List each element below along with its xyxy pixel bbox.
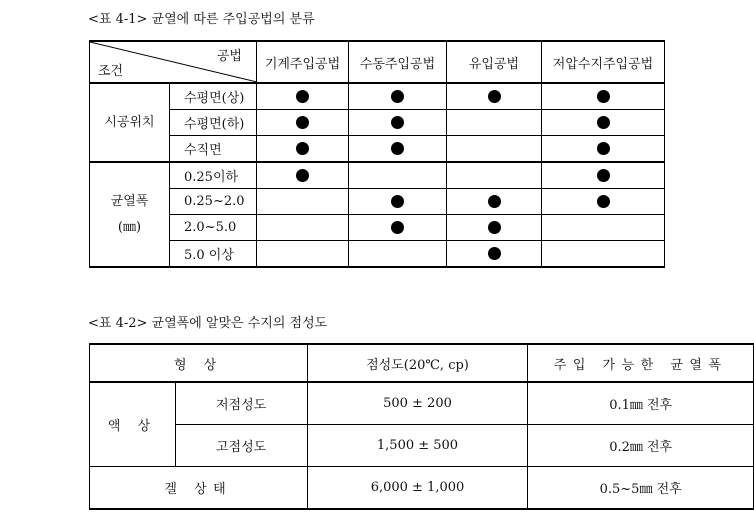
mark-cell xyxy=(257,110,349,136)
mark-cell xyxy=(349,241,447,268)
filled-dot-icon xyxy=(597,90,610,103)
filled-dot-icon xyxy=(597,142,610,155)
row-label: 0.25~2.0 xyxy=(170,189,257,215)
filled-dot-icon xyxy=(391,116,404,129)
column-header: 기계주입공법 xyxy=(257,41,349,83)
filled-dot-icon xyxy=(296,169,309,182)
filled-dot-icon xyxy=(488,195,501,208)
filled-dot-icon xyxy=(296,90,309,103)
mark-cell xyxy=(542,136,665,163)
mark-cell xyxy=(542,189,665,215)
viscosity-value: 1,500 ± 500 xyxy=(307,425,528,467)
mark-cell xyxy=(447,83,542,110)
mark-cell xyxy=(349,189,447,215)
table1-caption: <표 4-1> 균열에 따른 주입공법의 분류 xyxy=(88,12,315,27)
table-row xyxy=(90,83,665,110)
filled-dot-icon xyxy=(391,195,404,208)
row-label: 수평면(상) xyxy=(170,83,257,110)
mark-cell xyxy=(447,241,542,268)
crack-width-value: 0.2㎜ 전후 xyxy=(528,425,754,467)
group-unit: (㎜) xyxy=(117,219,142,235)
table1-header-row xyxy=(90,41,665,83)
mark-cell xyxy=(349,136,447,163)
table2-caption: <표 4-2> 균열폭에 알맞은 수지의 점성도 xyxy=(88,316,328,331)
filled-dot-icon xyxy=(391,221,404,234)
table-row xyxy=(90,189,665,215)
crack-width-value: 0.5~5㎜ 전후 xyxy=(528,467,754,510)
mark-cell xyxy=(257,241,349,268)
shape-header: 형 상 xyxy=(90,344,308,382)
row-label: 5.0 이상 xyxy=(170,241,257,268)
table-row xyxy=(90,162,665,189)
column-header: 수동주입공법 xyxy=(349,41,447,83)
filled-dot-icon xyxy=(597,169,610,182)
table-row xyxy=(90,241,665,268)
mark-cell xyxy=(542,241,665,268)
table-row xyxy=(90,467,754,510)
table-row xyxy=(90,215,665,241)
crack-width-value: 0.1㎜ 전후 xyxy=(528,382,754,425)
mark-cell xyxy=(447,136,542,163)
row-label: 수직면 xyxy=(170,136,257,163)
mark-cell xyxy=(349,162,447,189)
table-row xyxy=(90,110,665,136)
grouting-method-table xyxy=(89,40,665,268)
mark-cell xyxy=(349,83,447,110)
mark-cell xyxy=(542,162,665,189)
gel-state-label: 겔 상태 xyxy=(90,467,308,510)
table-row xyxy=(90,425,754,467)
mark-cell xyxy=(542,110,665,136)
table1-corner-cell xyxy=(90,41,257,83)
group-label-position: 시공위치 xyxy=(90,83,170,162)
resin-viscosity-table xyxy=(89,343,754,510)
mark-cell xyxy=(349,215,447,241)
column-header: 저압수지주입공법 xyxy=(542,41,665,83)
mark-cell xyxy=(257,136,349,163)
filled-dot-icon xyxy=(296,116,309,129)
mark-cell xyxy=(447,189,542,215)
mark-cell xyxy=(542,83,665,110)
mark-cell xyxy=(447,162,542,189)
crack-width-header: 주입 가능한 균열폭 xyxy=(528,344,754,382)
filled-dot-icon xyxy=(488,90,501,103)
mark-cell xyxy=(349,110,447,136)
sub-shape-label: 저점성도 xyxy=(175,382,307,425)
mark-cell xyxy=(257,162,349,189)
row-label: 수평면(하) xyxy=(170,110,257,136)
mark-cell xyxy=(257,189,349,215)
filled-dot-icon xyxy=(597,116,610,129)
mark-cell xyxy=(257,83,349,110)
mark-cell xyxy=(447,215,542,241)
mark-cell xyxy=(447,110,542,136)
group-label-crack-width xyxy=(90,162,170,267)
row-label: 2.0~5.0 xyxy=(170,215,257,241)
row-label: 0.25이하 xyxy=(170,162,257,189)
filled-dot-icon xyxy=(597,195,610,208)
table-row xyxy=(90,136,665,163)
mark-cell xyxy=(542,215,665,241)
filled-dot-icon xyxy=(391,142,404,155)
group-name: 균열폭 xyxy=(110,193,149,209)
table-row xyxy=(90,382,754,425)
filled-dot-icon xyxy=(488,221,501,234)
liquid-state-label: 액 상 xyxy=(90,382,176,467)
corner-method-label: 공법 xyxy=(216,49,242,64)
viscosity-value: 6,000 ± 1,000 xyxy=(307,467,528,510)
table2-header-row xyxy=(90,344,754,382)
sub-shape-label: 고점성도 xyxy=(175,425,307,467)
filled-dot-icon xyxy=(296,142,309,155)
corner-condition-label: 조건 xyxy=(98,64,124,79)
column-header: 유입공법 xyxy=(447,41,542,83)
viscosity-value: 500 ± 200 xyxy=(307,382,528,425)
filled-dot-icon xyxy=(391,90,404,103)
mark-cell xyxy=(257,215,349,241)
filled-dot-icon xyxy=(488,247,501,260)
viscosity-header: 점성도(20℃, cp) xyxy=(307,344,528,382)
